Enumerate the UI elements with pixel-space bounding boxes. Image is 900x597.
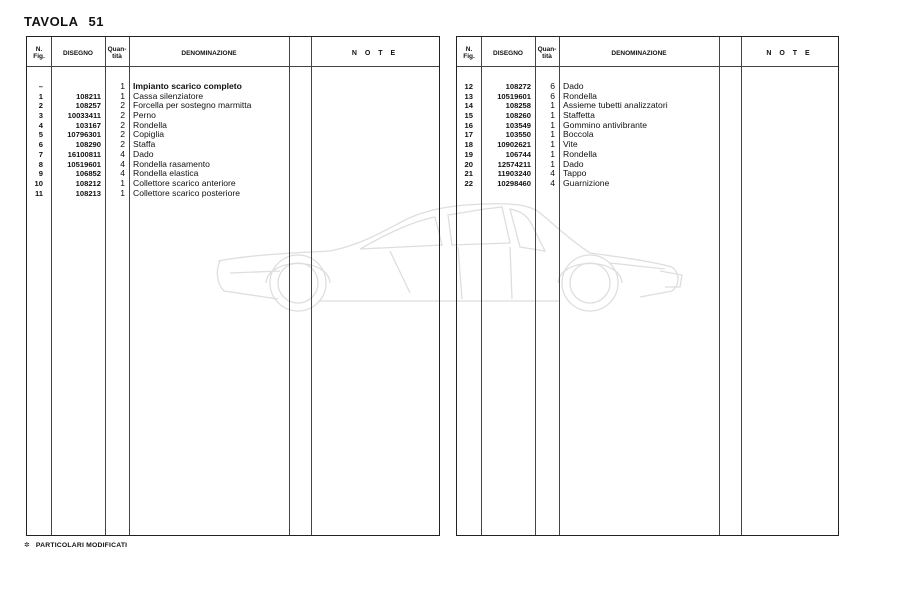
cell-fig: 9 bbox=[38, 169, 43, 179]
table-row bbox=[27, 101, 439, 111]
cell-quantita: 1 bbox=[550, 110, 555, 121]
cell-disegno: 106744 bbox=[505, 149, 531, 159]
cell-fig: 8 bbox=[38, 159, 43, 169]
cell-quantita: 4 bbox=[120, 148, 125, 159]
cell-denominazione: Rondella rasamento bbox=[133, 158, 210, 169]
cell-disegno: 16100811 bbox=[67, 149, 101, 159]
cell-quantita: 1 bbox=[550, 139, 555, 150]
cell-disegno: 10033411 bbox=[67, 111, 101, 121]
cell-denominazione: Rondella bbox=[133, 119, 167, 130]
table-row bbox=[457, 130, 838, 140]
header-disegno: DISEGNO bbox=[493, 49, 523, 57]
cell-quantita: 4 bbox=[120, 168, 125, 179]
cell-disegno: 12574211 bbox=[497, 159, 531, 169]
table-row bbox=[457, 160, 838, 170]
tavola-label: TAVOLA bbox=[24, 14, 79, 29]
cell-fig: 5 bbox=[38, 130, 43, 140]
cell-disegno: 103167 bbox=[75, 120, 101, 130]
table-row bbox=[457, 101, 838, 111]
header-fig: N. Fig. bbox=[33, 46, 45, 60]
cell-disegno: 10796301 bbox=[67, 130, 101, 140]
cell-fig: 6 bbox=[38, 140, 43, 150]
cell-fig: 18 bbox=[464, 140, 473, 150]
cell-quantita: 4 bbox=[550, 168, 555, 179]
cell-quantita: 1 bbox=[120, 177, 125, 188]
header-note: N O T E bbox=[766, 49, 813, 57]
table-row bbox=[457, 111, 838, 121]
cell-denominazione: Staffetta bbox=[563, 110, 595, 121]
cell-disegno: 108257 bbox=[75, 101, 101, 111]
cell-quantita: 2 bbox=[120, 119, 125, 130]
cell-disegno: 10298460 bbox=[497, 178, 531, 188]
table-row bbox=[457, 179, 838, 189]
cell-fig: 22 bbox=[464, 178, 473, 188]
cell-quantita: 2 bbox=[120, 139, 125, 150]
table-row bbox=[457, 121, 838, 131]
cell-denominazione: Forcella per sostegno marmitta bbox=[133, 100, 252, 111]
cell-fig: 20 bbox=[464, 159, 473, 169]
cell-disegno: 108213 bbox=[75, 188, 101, 198]
table-row bbox=[27, 130, 439, 140]
table-row bbox=[27, 121, 439, 131]
table-row bbox=[27, 111, 439, 121]
cell-disegno: 108260 bbox=[505, 111, 531, 121]
header-divider bbox=[27, 66, 439, 67]
cell-fig: 7 bbox=[38, 149, 43, 159]
cell-denominazione: Rondella bbox=[563, 90, 597, 101]
cell-fig: 15 bbox=[464, 111, 473, 121]
table-row bbox=[457, 82, 838, 92]
cell-quantita: 1 bbox=[550, 158, 555, 169]
cell-disegno: 108290 bbox=[75, 140, 101, 150]
cell-denominazione: Assieme tubetti analizzatori bbox=[563, 100, 668, 111]
table-row bbox=[457, 169, 838, 179]
cell-quantita: 1 bbox=[120, 81, 125, 91]
cell-disegno: 106852 bbox=[75, 169, 101, 179]
cell-denominazione: Rondella elastica bbox=[133, 168, 199, 179]
cell-denominazione: Boccola bbox=[563, 129, 594, 140]
cell-quantita: 4 bbox=[120, 158, 125, 169]
star-icon: ✲ bbox=[24, 542, 30, 549]
cell-denominazione: Dado bbox=[563, 81, 584, 91]
cell-fig: 17 bbox=[464, 130, 473, 140]
left-parts-table bbox=[26, 36, 440, 536]
cell-denominazione: Guarnizione bbox=[563, 177, 610, 188]
cell-denominazione: Collettore scarico posteriore bbox=[133, 187, 240, 198]
header-note: N O T E bbox=[351, 49, 399, 57]
header-denominazione: DENOMINAZIONE bbox=[611, 49, 667, 57]
header-denominazione: DENOMINAZIONE bbox=[181, 49, 237, 57]
cell-quantita: 1 bbox=[550, 129, 555, 140]
cell-quantita: 2 bbox=[120, 110, 125, 121]
cell-disegno: 10902621 bbox=[497, 140, 531, 150]
cell-denominazione: Perno bbox=[133, 110, 156, 121]
header-disegno: DISEGNO bbox=[63, 49, 93, 57]
cell-fig: 2 bbox=[38, 101, 43, 111]
cell-denominazione: Dado bbox=[563, 158, 584, 169]
header-fig: N. Fig. bbox=[463, 46, 475, 60]
cell-disegno: 108212 bbox=[75, 178, 101, 188]
cell-fig: – bbox=[38, 82, 43, 91]
cell-disegno: 10519601 bbox=[67, 159, 101, 169]
right-parts-table bbox=[456, 36, 839, 536]
cell-fig: 10 bbox=[34, 178, 43, 188]
cell-denominazione: Vite bbox=[563, 139, 578, 150]
tavola-number: 51 bbox=[88, 14, 104, 29]
cell-denominazione: Staffa bbox=[133, 139, 156, 150]
cell-fig: 3 bbox=[38, 111, 43, 121]
table-row bbox=[27, 160, 439, 170]
cell-fig: 14 bbox=[464, 101, 473, 111]
cell-quantita: 1 bbox=[120, 90, 125, 101]
cell-denominazione: Tappo bbox=[563, 168, 587, 179]
cell-fig: 13 bbox=[464, 91, 473, 101]
cell-quantita: 2 bbox=[120, 100, 125, 111]
header-divider bbox=[457, 66, 838, 67]
page-title bbox=[24, 14, 104, 29]
cell-fig: 19 bbox=[464, 149, 473, 159]
cell-quantita: 6 bbox=[550, 81, 555, 91]
cell-quantita: 1 bbox=[550, 119, 555, 130]
cell-disegno: 108272 bbox=[505, 82, 531, 91]
header-quantita: Quan- tità bbox=[537, 46, 557, 60]
cell-disegno: 103549 bbox=[505, 120, 531, 130]
cell-denominazione: Collettore scarico anteriore bbox=[133, 177, 236, 188]
cell-fig: 21 bbox=[464, 169, 473, 179]
cell-fig: 1 bbox=[38, 91, 43, 101]
cell-quantita: 2 bbox=[120, 129, 125, 140]
table-row bbox=[27, 189, 439, 199]
cell-quantita: 4 bbox=[550, 177, 555, 188]
cell-disegno: 11903240 bbox=[497, 169, 531, 179]
cell-quantita: 6 bbox=[550, 90, 555, 101]
cell-denominazione: Rondella bbox=[563, 148, 597, 159]
cell-denominazione: Dado bbox=[133, 148, 154, 159]
cell-fig: 4 bbox=[38, 120, 43, 130]
table-row bbox=[27, 140, 439, 150]
header-quantita: Quan- tità bbox=[107, 46, 127, 60]
table-row bbox=[457, 150, 838, 160]
cell-fig: 16 bbox=[464, 120, 473, 130]
cell-denominazione: Copiglia bbox=[133, 129, 165, 140]
table-row bbox=[27, 82, 439, 92]
table-row bbox=[457, 140, 838, 150]
cell-quantita: 1 bbox=[120, 187, 125, 198]
cell-fig: 11 bbox=[34, 188, 43, 198]
cell-quantita: 1 bbox=[550, 148, 555, 159]
left-rows bbox=[27, 82, 439, 198]
cell-denominazione: Gommino antivibrante bbox=[563, 119, 648, 130]
footnote-text: PARTICOLARI MODIFICATI bbox=[35, 542, 128, 549]
table-row bbox=[27, 150, 439, 160]
cell-quantita: 1 bbox=[550, 100, 555, 111]
cell-disegno: 108211 bbox=[76, 91, 101, 101]
cell-fig: 12 bbox=[464, 82, 473, 91]
footnote bbox=[24, 541, 127, 549]
cell-disegno: 108258 bbox=[505, 101, 531, 111]
cell-denominazione: Impianto scarico completo bbox=[133, 81, 242, 91]
cell-denominazione: Cassa silenziatore bbox=[133, 90, 204, 101]
cell-disegno: 103550 bbox=[505, 130, 531, 140]
right-rows bbox=[457, 82, 838, 189]
cell-disegno: 10519601 bbox=[497, 91, 531, 101]
